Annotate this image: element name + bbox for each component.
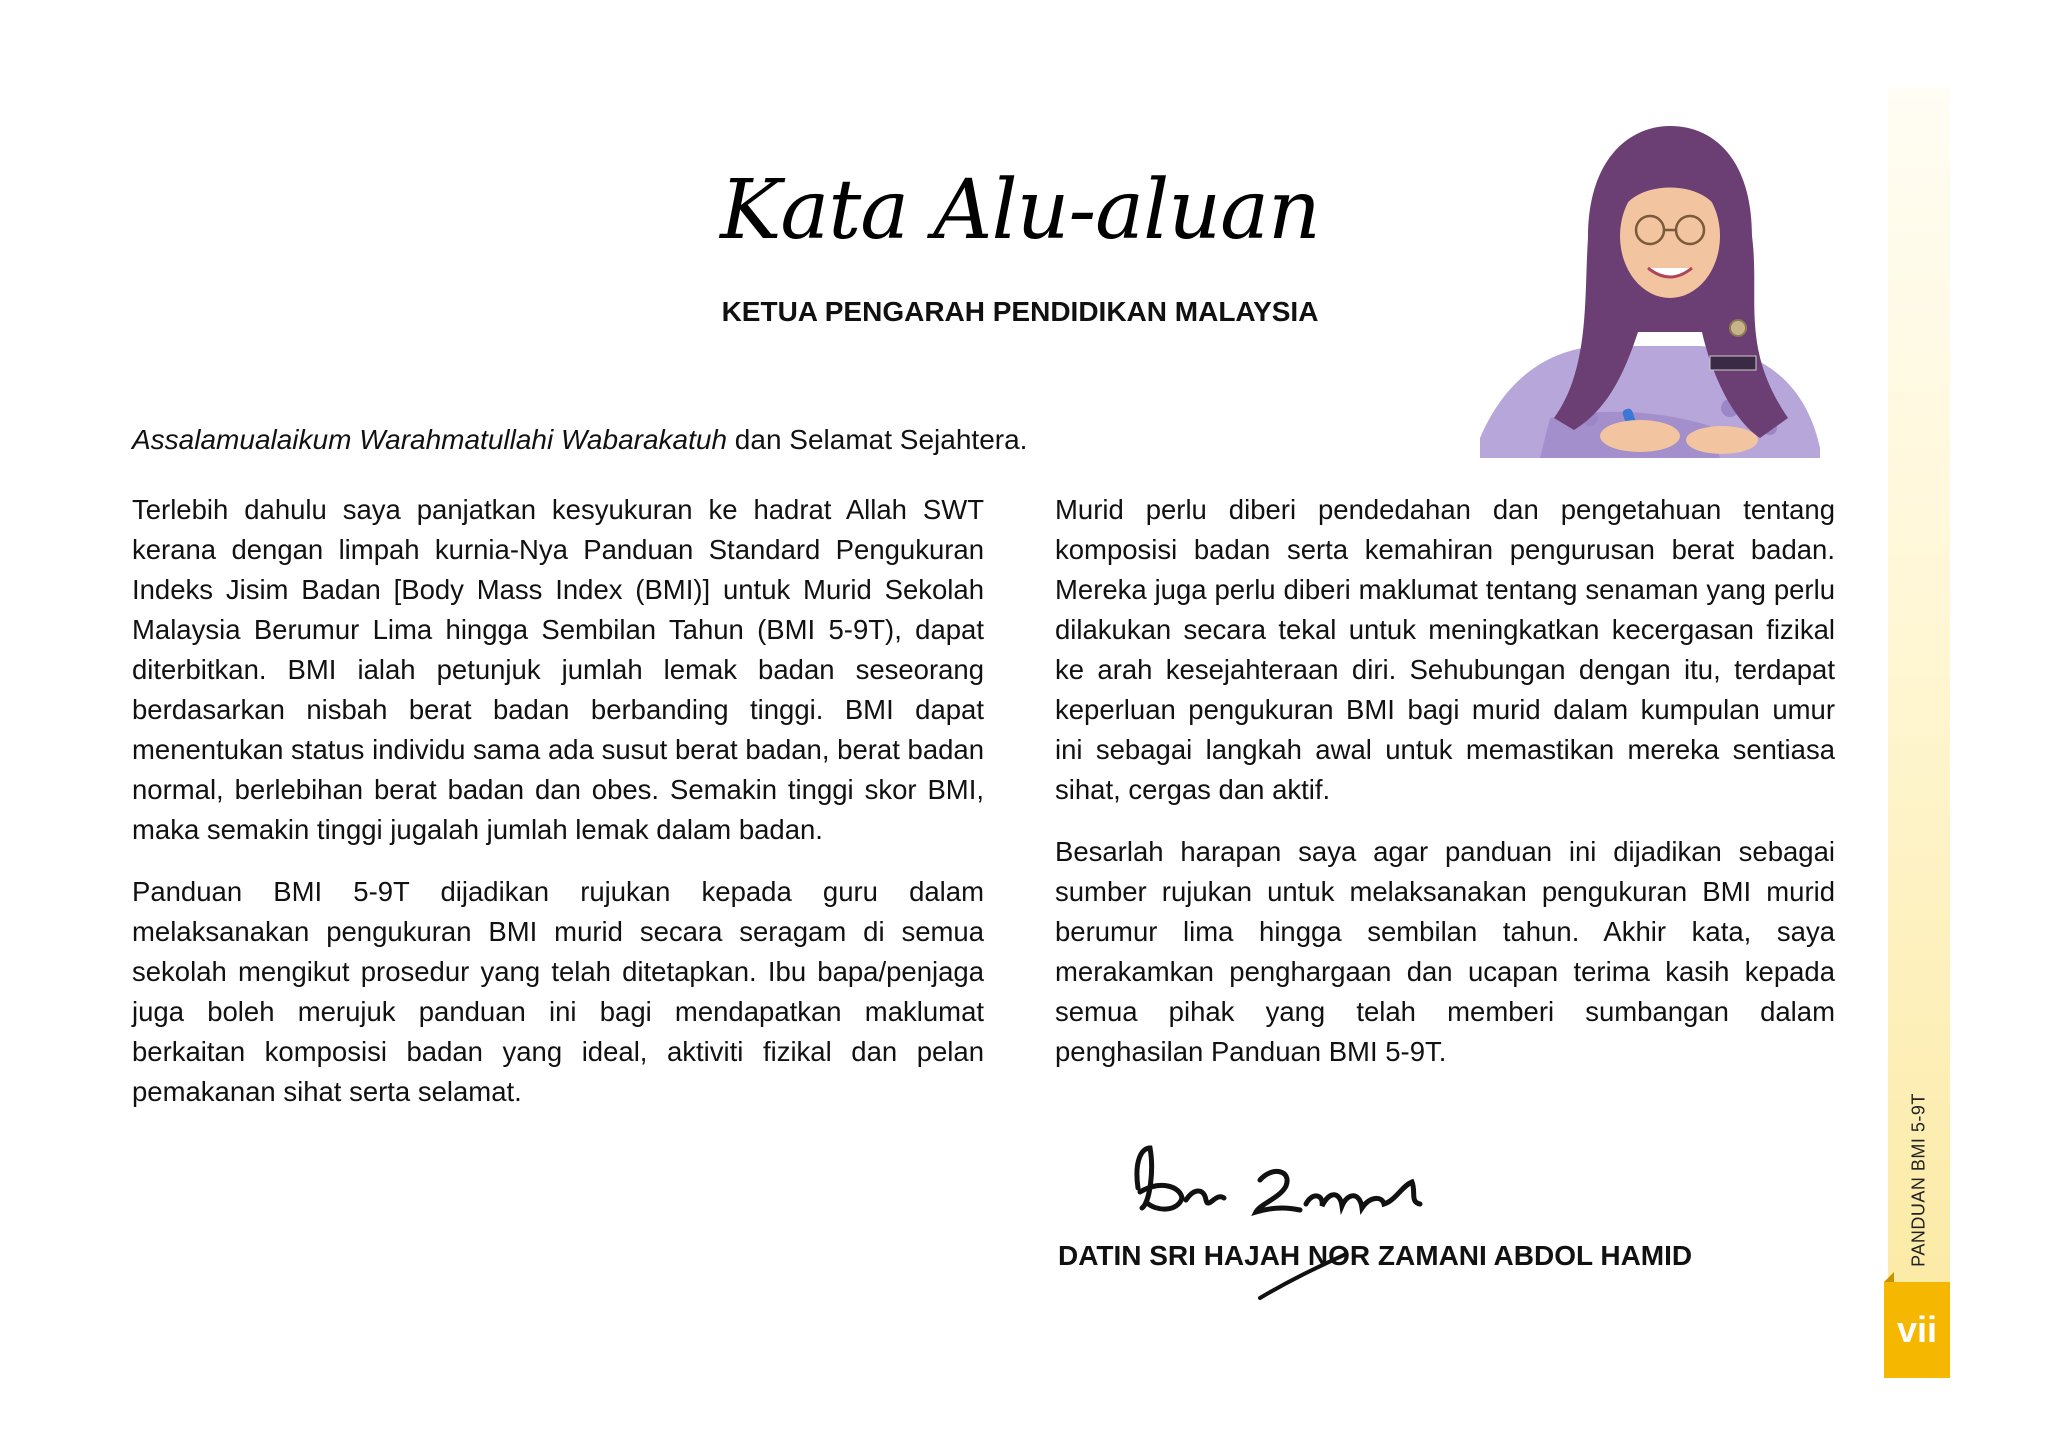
side-label-text: PANDUAN BMI 5-9T bbox=[1908, 1093, 1929, 1267]
page-number-badge: vii bbox=[1884, 1282, 1950, 1378]
salutation-italic: Assalamualaikum Warahmatullahi Wabarakatuh bbox=[132, 424, 728, 455]
left-column bbox=[132, 490, 984, 1134]
portrait-photo bbox=[1470, 118, 1830, 458]
page-title: Kata Alu-aluan bbox=[720, 163, 1320, 258]
side-label bbox=[1888, 1090, 1950, 1270]
salutation-rest: dan Selamat Sejahtera. bbox=[727, 424, 1028, 455]
salutation bbox=[132, 420, 1332, 460]
handwritten-signature bbox=[1120, 1130, 1460, 1310]
page-subtitle: KETUA PENGARAH PENDIDIKAN MALAYSIA bbox=[721, 296, 1319, 327]
paragraph: Murid perlu diberi pendedahan dan pengetahuan tentang komposisi badan serta kemahiran pengurusan berat badan. Mereka juga perlu diberi maklumat tentang senaman yang perlu dilakukan secara tekal untuk meningkatkan kecergasan fizikal ke arah kesejahteraan diri. Sehubungan dengan itu, terdapat keperluan pengukuran BMI bagi murid dalam kumpulan umur ini sebagai langkah awal untuk memastikan mereka sentiasa sihat, cergas dan aktif. bbox=[1055, 494, 1835, 805]
badge-notch bbox=[1884, 1272, 1894, 1282]
paragraph: Panduan BMI 5-9T dijadikan rujukan kepada guru dalam melaksanakan pengukuran BMI murid secara seragam di semua sekolah mengikut prosedur yang telah ditetapkan. Ibu bapa/penjaga juga boleh merujuk panduan ini bagi mendapatkan maklumat berkaitan komposisi badan yang ideal, aktiviti fizikal dan pelan pemakanan sihat serta selamat. bbox=[132, 876, 984, 1107]
signer-name: DATIN SRI HAJAH NOR ZAMANI ABDOL HAMID bbox=[1058, 1240, 1693, 1271]
paragraph: Terlebih dahulu saya panjatkan kesyukuran ke hadrat Allah SWT kerana dengan limpah kurnia-Nya Panduan Standard Pengukuran Indeks Jisim Badan [Body Mass Index (BMI)] untuk Murid Sekolah Malaysia Berumur Lima hingga Sembilan Tahun (BMI 5-9T), dapat diterbitkan. BMI ialah petunjuk jumlah lemak badan seseorang berdasarkan nisbah berat badan berbanding tinggi. BMI dapat menentukan status individu sama ada susut berat badan, berat badan normal, berlebihan berat badan dan obes. Semakin tinggi skor BMI, maka semakin tinggi jugalah jumlah lemak dalam badan. bbox=[132, 494, 984, 845]
paragraph: Besarlah harapan saya agar panduan ini dijadikan sebagai sumber rujukan untuk melaksanakan pengukuran BMI murid berumur lima hingga sembilan tahun. Akhir kata, saya merakamkan penghargaan dan ucapan terima kasih kepada semua pihak yang telah memberi sumbangan dalam penghasilan Panduan BMI 5-9T. bbox=[1055, 836, 1835, 1067]
right-column bbox=[1055, 490, 1835, 1094]
